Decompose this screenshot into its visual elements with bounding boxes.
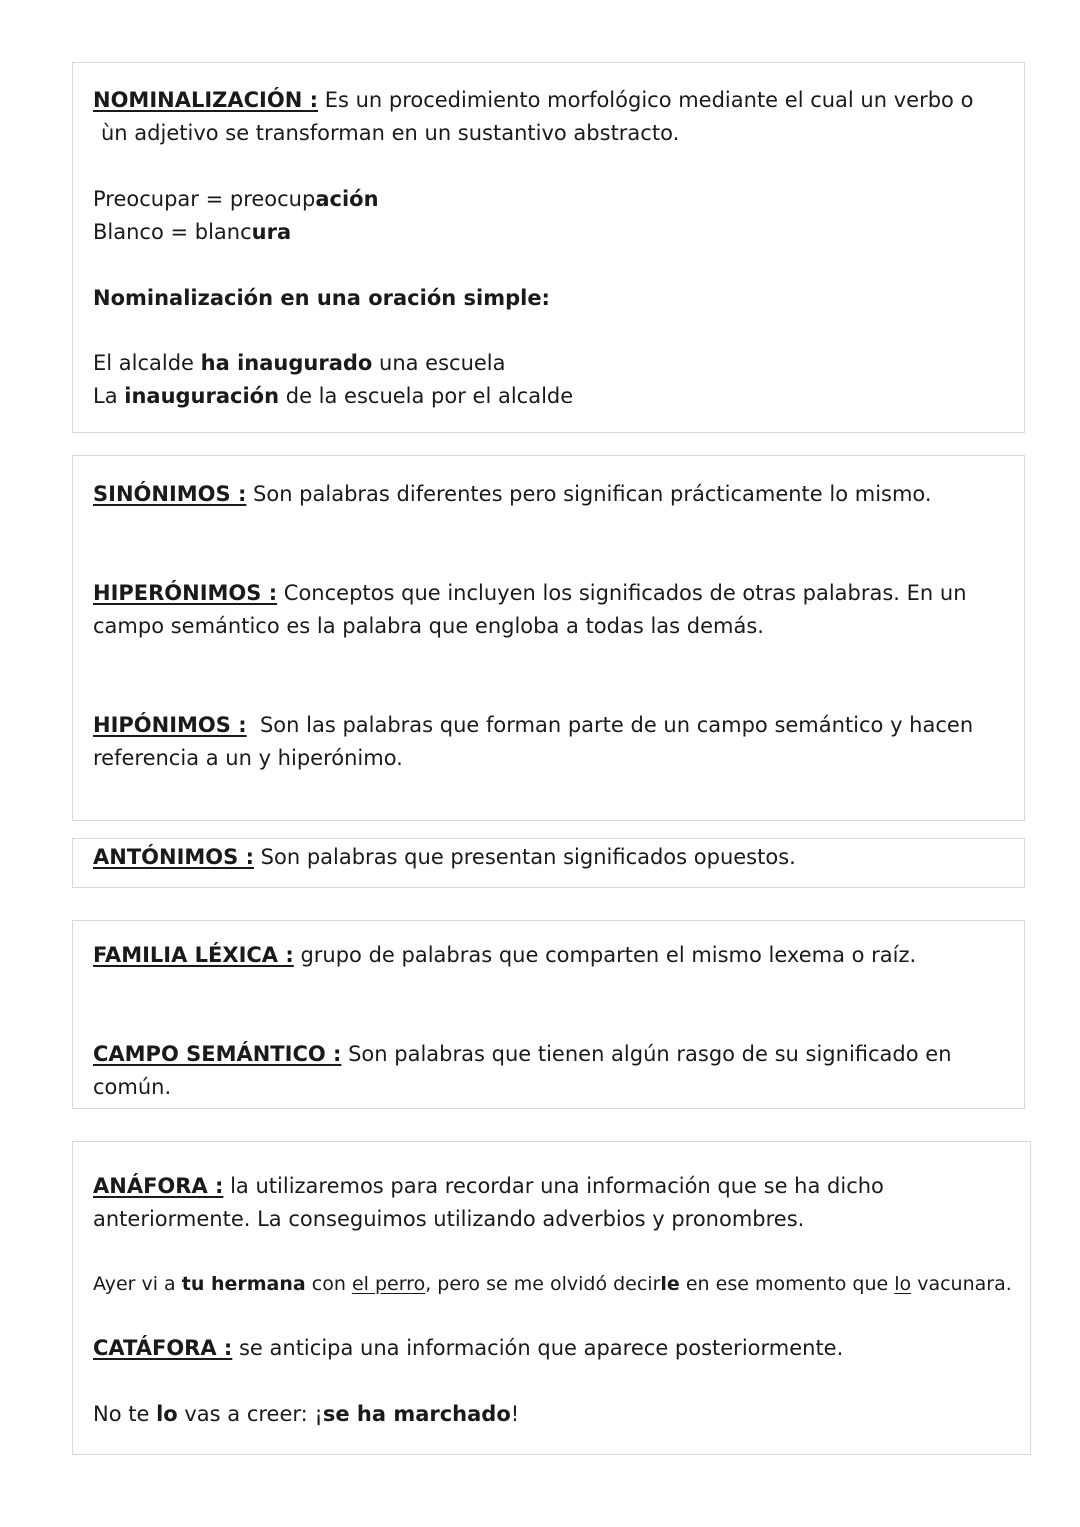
catafora-line xyxy=(93,1333,843,1363)
example-text: vacunara. xyxy=(911,1273,1012,1295)
sinonimos-term: SINÓNIMOS : xyxy=(93,482,247,506)
anafora-line-2 xyxy=(93,1204,804,1234)
hiponimos-definition-cont: referencia a un y hiperónimo. xyxy=(93,746,403,770)
catafora-term: CATÁFORA : xyxy=(93,1336,233,1360)
hiperonimos-definition-cont: campo semántico es la palabra que engloba a todas las demás. xyxy=(93,614,764,638)
example-pronoun: lo xyxy=(156,1402,178,1426)
nominalizacion-example-1 xyxy=(93,184,379,214)
campo-semantico-definition-cont: común. xyxy=(93,1075,172,1099)
example-text: ! xyxy=(510,1402,520,1426)
familia-lexica-definition: grupo de palabras que comparten el mismo lexema o raíz. xyxy=(293,943,917,967)
example-text: Ayer vi a xyxy=(93,1273,182,1295)
sinonimos-box xyxy=(72,455,1025,821)
campo-semantico-line-2 xyxy=(93,1072,171,1102)
nominalizacion-definition-line-2 xyxy=(101,118,679,148)
hiponimos-term: HIPÓNIMOS : xyxy=(93,713,247,737)
hiponimos-definition: Son las palabras que forman parte de un campo semántico y hacen xyxy=(246,713,974,737)
antonimos-definition: Son palabras que presentan significados opuestos. xyxy=(253,845,796,869)
anafora-example xyxy=(93,1269,1012,1299)
sentence-text: de la escuela por el alcalde xyxy=(279,384,574,408)
sinonimos-definition: Son palabras diferentes pero significan prácticamente lo mismo. xyxy=(246,482,932,506)
familia-lexica-box xyxy=(72,920,1025,1109)
nominalizacion-subheading xyxy=(93,283,550,313)
catafora-example xyxy=(93,1399,519,1429)
anafora-line-1 xyxy=(93,1171,884,1201)
sentence-text: La xyxy=(93,384,125,408)
hiponimos-line-2 xyxy=(93,743,403,773)
nominalizacion-definition-cont: ùn adjetivo se transforman en un sustantivo abstracto. xyxy=(101,121,680,145)
anafora-term: ANÁFORA : xyxy=(93,1174,224,1198)
hiperonimos-line-1 xyxy=(93,578,967,608)
nominalizacion-sentence-1 xyxy=(93,348,506,378)
hiperonimos-line-2 xyxy=(93,611,764,641)
example-suffix: ación xyxy=(315,187,379,211)
antonimos-term: ANTÓNIMOS : xyxy=(93,845,254,869)
campo-semantico-line-1 xyxy=(93,1039,952,1069)
campo-semantico-term: CAMPO SEMÁNTICO : xyxy=(93,1042,342,1066)
hiperonimos-term: HIPERÓNIMOS : xyxy=(93,581,278,605)
example-text: No te xyxy=(93,1402,157,1426)
catafora-definition: se anticipa una información que aparece posteriormente. xyxy=(232,1336,844,1360)
anafora-definition: la utilizaremos para recordar una información que se ha dicho xyxy=(223,1174,884,1198)
sinonimos-line xyxy=(93,479,932,509)
nominalizacion-term: NOMINALIZACIÓN : xyxy=(93,88,319,112)
example-root: Blanco = blanc xyxy=(93,220,252,244)
nominalizacion-example-2 xyxy=(93,217,291,247)
example-text: vas a creer: ¡ xyxy=(177,1402,323,1426)
anafora-definition-cont: anteriormente. La conseguimos utilizando adverbios y pronombres. xyxy=(93,1207,805,1231)
nominalizacion-definition-line-1 xyxy=(93,85,973,115)
example-referent-underlined: el perro xyxy=(351,1273,426,1295)
anafora-box xyxy=(72,1141,1031,1455)
example-pronoun: le xyxy=(660,1273,680,1295)
example-suffix: ura xyxy=(251,220,292,244)
nominalizacion-definition: Es un procedimiento morfológico mediante el cual un verbo o xyxy=(318,88,974,112)
example-text: , pero se me olvidó decir xyxy=(425,1273,661,1295)
nominalizacion-sentence-2 xyxy=(93,381,573,411)
hiponimos-line-1 xyxy=(93,710,973,740)
sentence-noun: inauguración xyxy=(124,384,280,408)
antonimos-box xyxy=(72,838,1025,888)
sentence-text: El alcalde xyxy=(93,351,201,375)
example-text: en ese momento que xyxy=(679,1273,895,1295)
antonimos-line xyxy=(93,842,796,872)
campo-semantico-definition: Son palabras que tienen algún rasgo de su significado en xyxy=(341,1042,952,1066)
example-referent: tu hermana xyxy=(181,1273,306,1295)
hiperonimos-definition: Conceptos que incluyen los significados de otras palabras. En un xyxy=(277,581,967,605)
sentence-text: una escuela xyxy=(372,351,506,375)
nominalizacion-box xyxy=(72,62,1025,433)
familia-lexica-term: FAMILIA LÉXICA : xyxy=(93,943,294,967)
familia-lexica-line xyxy=(93,940,916,970)
sentence-verb: ha inaugurado xyxy=(200,351,373,375)
example-referent: se ha marchado xyxy=(322,1402,511,1426)
example-root: Preocupar = preocup xyxy=(93,187,316,211)
subheading-text: Nominalización en una oración simple: xyxy=(93,286,550,310)
example-text: con xyxy=(305,1273,352,1295)
example-pronoun-underlined: lo xyxy=(894,1273,912,1295)
